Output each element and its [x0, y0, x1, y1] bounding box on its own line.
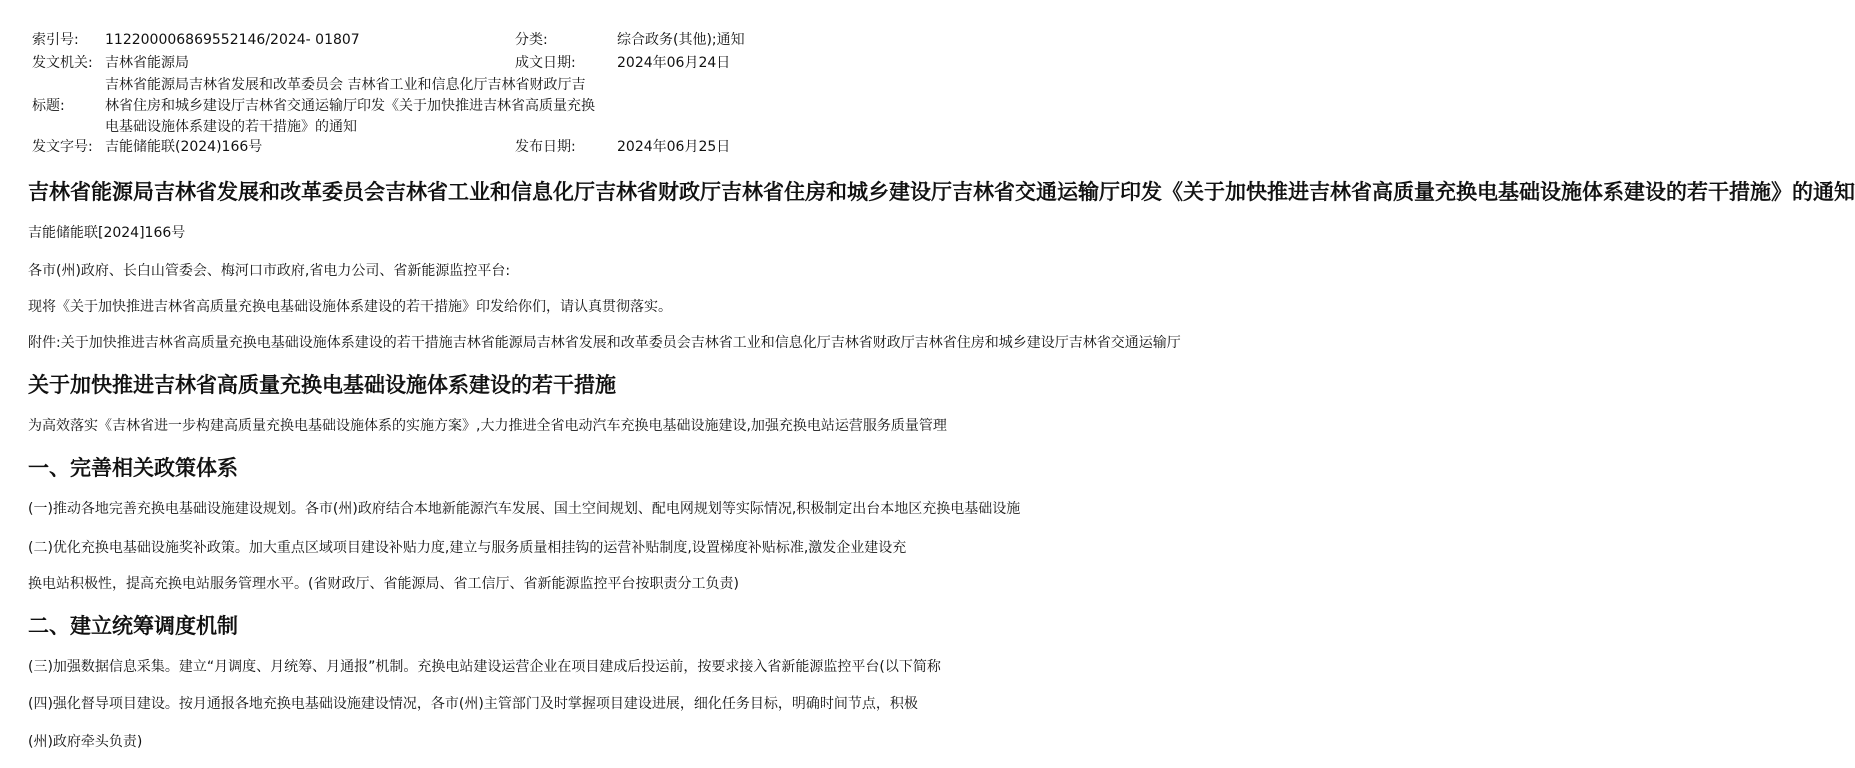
category-value: 综合政务(其他);通知 [617, 32, 745, 48]
item-4-line-1: (四)强化督导项目建设。按月通报各地充换电基础设施建设情况，各市(州)主管部门及时掌握项目建设进展，细化任务目标，明确时间节点，积极 [28, 696, 918, 712]
section-2-title: 二、建立统筹调度机制 [28, 614, 238, 638]
doc-number-value: 吉能储能联(2024)166号 [105, 139, 263, 155]
published-date-value: 2024年06月25日 [617, 139, 731, 155]
title-value: 吉林省能源局吉林省发展和改革委员会 吉林省工业和信息化厅吉林省财政厅吉林省住房和城乡建设厅吉林省交通运输厅印发《关于加快推进吉林省高质量充换电基础设施体系建设的若干措施》的通知 [105, 77, 595, 135]
index-value: 11220000686955214​6/2024- 01807 [105, 32, 360, 48]
item-2-line-1: (二)优化充换电基础设施奖补政策。加大重点区域项目建设补贴力度,建立与服务质量相挂钩的运营补贴制度,设置梯度补贴标准,激发企业建设充 [28, 540, 907, 556]
item-1: (一)推动各地完善充换电基础设施建设规划。各市(州)政府结合本地新能源汽车发展、国土空间规划、配电网规划等实际情况,积极制定出台本地区充换电基础设施 [28, 501, 1021, 517]
item-3: (三)加强数据信息采集。建立“月调度、月统筹、月通报”机制。充换电站建设运营企业在项目建成后投运前，按要求接入省新能源监控平台(以下简称 [28, 659, 941, 675]
body-intro: 现将《关于加快推进吉林省高质量充换电基础设施体系建设的若干措施》印发给你们，请认真贯彻落实。 [28, 299, 672, 315]
created-date-value: 2024年06月24日 [617, 55, 731, 71]
doc-number-label: 发文字号: [32, 139, 93, 155]
recipients: 各市(州)政府、长白山管委会、梅河口市政府,省电力公司、省新能源监控平台: [28, 263, 511, 279]
measures-intro: 为高效落实《吉林省进一步构建高质量充换电基础设施体系的实施方案》,大力推进全省电动汽车充换电基础设施建设,加强充换电站运营服务质量管理 [28, 418, 947, 434]
issuer-label: 发文机关: [32, 55, 93, 71]
category-label: 分类: [515, 32, 548, 48]
article-doc-number: 吉能储能联[2024]166号 [28, 225, 186, 241]
item-2-line-2: 换电站积极性，提高充换电站服务管理水平。(省财政厅、省能源局、省工信厅、省新能源监控平台按职责分工负责) [28, 576, 739, 592]
published-date-label: 发布日期: [515, 139, 576, 155]
index-label: 索引号: [32, 32, 79, 48]
created-date-label: 成文日期: [515, 55, 576, 71]
title-label: 标题: [32, 98, 65, 114]
attachment-line[interactable]: 附件:关于加快推进吉林省高质量充换电基础设施体系建设的若干措施吉林省能源局吉林省发展和改革委员会吉林省工业和信息化厅吉林省财政厅吉林省住房和城乡建设厅吉林省交通运输厅 [28, 335, 1181, 351]
issuer-value: 吉林省能源局 [105, 55, 189, 71]
article-title: 吉林省能源局吉林省发展和改革委员会吉林省工业和信息化厅吉林省财政厅吉林省住房和城乡建设厅吉林省交通运输厅印发《关于加快推进吉林省高质量充换电基础设施体系建设的若干措施》的通知 [28, 180, 1855, 204]
item-4-line-2: (州)政府牵头负责) [28, 734, 143, 750]
section-1-title: 一、完善相关政策体系 [28, 456, 238, 480]
measures-title: 关于加快推进吉林省高质量充换电基础设施体系建设的若干措施 [28, 373, 616, 397]
